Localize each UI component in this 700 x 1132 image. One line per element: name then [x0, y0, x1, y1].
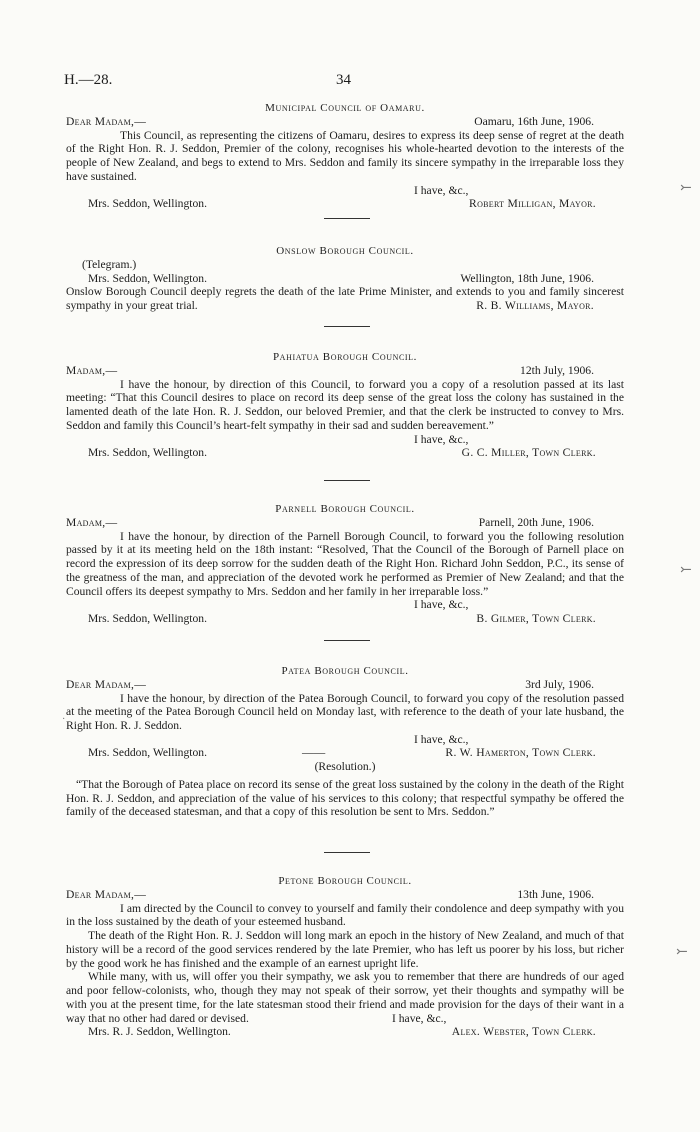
letter-body: I am directed by the Council to convey to yourself and family their condolence and deep sympathy with you in the loss sustained by the death of your esteemed husband.	[66, 901, 624, 929]
resolution-label: (Resolution.)	[314, 759, 376, 773]
section-divider	[324, 480, 370, 481]
letter-date: Oamaru, 16th June, 1906.	[474, 115, 594, 128]
letter-title: Patea Borough Council.	[281, 665, 409, 677]
document-id: H.—28.	[64, 72, 113, 88]
addressee: Mrs. Seddon, Wellington.	[88, 271, 207, 285]
section-divider	[324, 640, 370, 641]
letter-body: This Council, as representing the citizens of Oamaru, desires to express its deep sense of regret at the death of the Right Hon. R. J. Seddon, Premier of the colony, recognises his whole-hearted devotion to the interests of the people of New Zealand, and begs to extend to Mrs. Seddon and family its sincere sympathy in the irreparable loss they have sustained.	[66, 128, 624, 183]
section-divider	[324, 326, 370, 327]
salutation: Dear Madam,—	[66, 115, 147, 128]
letter-body: Onslow Borough Council deeply regrets the death of the late Prime Minister, and extends to you and family sincerest sympathy in your great trial.	[66, 285, 624, 312]
letter-title: Onslow Borough Council.	[276, 245, 414, 257]
signatory: G. C. Miller, Town Clerk.	[461, 446, 596, 460]
signatory: B. Gilmer, Town Clerk.	[476, 611, 596, 625]
letter-parnell	[66, 502, 624, 625]
margin-mark: ·	[62, 714, 66, 725]
letter-body-3: While many, with us, will offer you their sympathy, we ask you to remember that there are hundreds of our aged and poor fellow-colonists, who, though they may not speak of their sorrow, yet their thoughts and sympathy will be with you at the present time, for the late statesman stood their friend and made provision for the days of their want in a way that no other had dared or devised.	[66, 970, 624, 1025]
letter-title: Petone Borough Council.	[278, 875, 412, 887]
section-divider	[324, 218, 370, 219]
letter-onslow	[66, 244, 624, 312]
telegram-note: (Telegram.)	[82, 258, 137, 271]
letter-date: 3rd July, 1906.	[525, 678, 594, 691]
letter-date: Parnell, 20th June, 1906.	[478, 516, 594, 529]
margin-mark: ⤚	[676, 945, 688, 960]
addressee: Mrs. Seddon, Wellington.	[88, 746, 207, 760]
letter-date: Wellington, 18th June, 1906.	[460, 271, 594, 285]
page-number: 34	[336, 72, 351, 88]
salutation: Madam,—	[66, 364, 118, 377]
salutation: Dear Madam,—	[66, 678, 147, 691]
letter-oamaru	[66, 101, 624, 211]
section-divider	[324, 852, 370, 853]
signatory: R. B. Williams, Mayor.	[476, 298, 594, 312]
letter-patea	[66, 664, 624, 819]
closing: I have, &c.,	[414, 732, 469, 746]
dash-separator: ——	[302, 746, 326, 760]
addressee: Mrs. R. J. Seddon, Wellington.	[88, 1025, 231, 1039]
closing: I have, &c.,	[414, 432, 469, 446]
letter-body-2: The death of the Right Hon. R. J. Seddon will long mark an epoch in the history of New Zealand, and much of that history will be a record of the good services rendered by the late Premier, who has left us poorer by his loss, but richer by the good work he has finished and the example of an earnest upright life.	[66, 929, 624, 970]
salutation: Madam,—	[66, 516, 118, 529]
letter-title: Municipal Council of Oamaru.	[265, 102, 425, 114]
letter-body: I have the honour, by direction of this Council, to forward you a copy of a resolution passed at its last meeting: “That this Council desires to place on record its deep sense of the great loss the colony has sustained in the lamented death of the late Hon. R. J. Seddon, our beloved Premier, and that the clerk be instructed to convey to Mrs. Seddon and family this Council’s heart-felt sympathy in their sad and sudden bereavement.”	[66, 377, 624, 432]
resolution-text: “That the Borough of Patea place on record its sense of the great loss sustained by the colony in the death of the Right Hon. R. J. Seddon, and appreciation of the value of his services to this colony; that respectful sympathy be offered the family of the deceased statesman, and that a copy of this resolution be sent to Mrs. Seddon.”	[66, 777, 624, 819]
addressee: Mrs. Seddon, Wellington.	[88, 197, 207, 211]
closing: I have, &c.,	[392, 1011, 447, 1025]
closing: I have, &c.,	[414, 598, 469, 612]
margin-mark: ⤚	[680, 181, 692, 196]
addressee: Mrs. Seddon, Wellington.	[88, 611, 207, 625]
letter-petone	[66, 874, 624, 1039]
letter-title: Pahiatua Borough Council.	[272, 351, 418, 363]
signatory: R. W. Hamerton, Town Clerk.	[445, 746, 596, 760]
letter-body: I have the honour, by direction of the Patea Borough Council, to forward you copy of the resolution passed at the meeting of the Patea Borough Council held on Monday last, with reference to the death of your late husband, the Right Hon. R. J. Seddon.	[66, 691, 624, 733]
addressee: Mrs. Seddon, Wellington.	[88, 446, 207, 460]
letter-body: I have the honour, by direction of the Parnell Borough Council, to forward you the following resolution passed by it at its meeting held on the 18th instant: “Resolved, That the Council of the Borough of Parnell place on record the expression of its deep sorrow for the sudden death of the Right Hon. Richard John Seddon, P.C., its sense of the greatness of the man, and appreciation of the devoted work he performed as Premier of New Zealand; and that the Council offers its deepest sympathy to Mrs. Seddon and her family in her irreparable loss.”	[66, 529, 624, 598]
salutation: Dear Madam,—	[66, 888, 147, 901]
signatory: Alex. Webster, Town Clerk.	[451, 1025, 596, 1039]
closing: I have, &c.,	[414, 183, 469, 197]
letter-pahiatua	[66, 350, 624, 460]
letter-date: 13th June, 1906.	[517, 888, 594, 901]
margin-mark: ⤚	[680, 563, 692, 578]
letter-title: Parnell Borough Council.	[275, 503, 415, 515]
signatory: Robert Milligan, Mayor.	[469, 197, 596, 211]
letter-date: 12th July, 1906.	[520, 364, 594, 377]
